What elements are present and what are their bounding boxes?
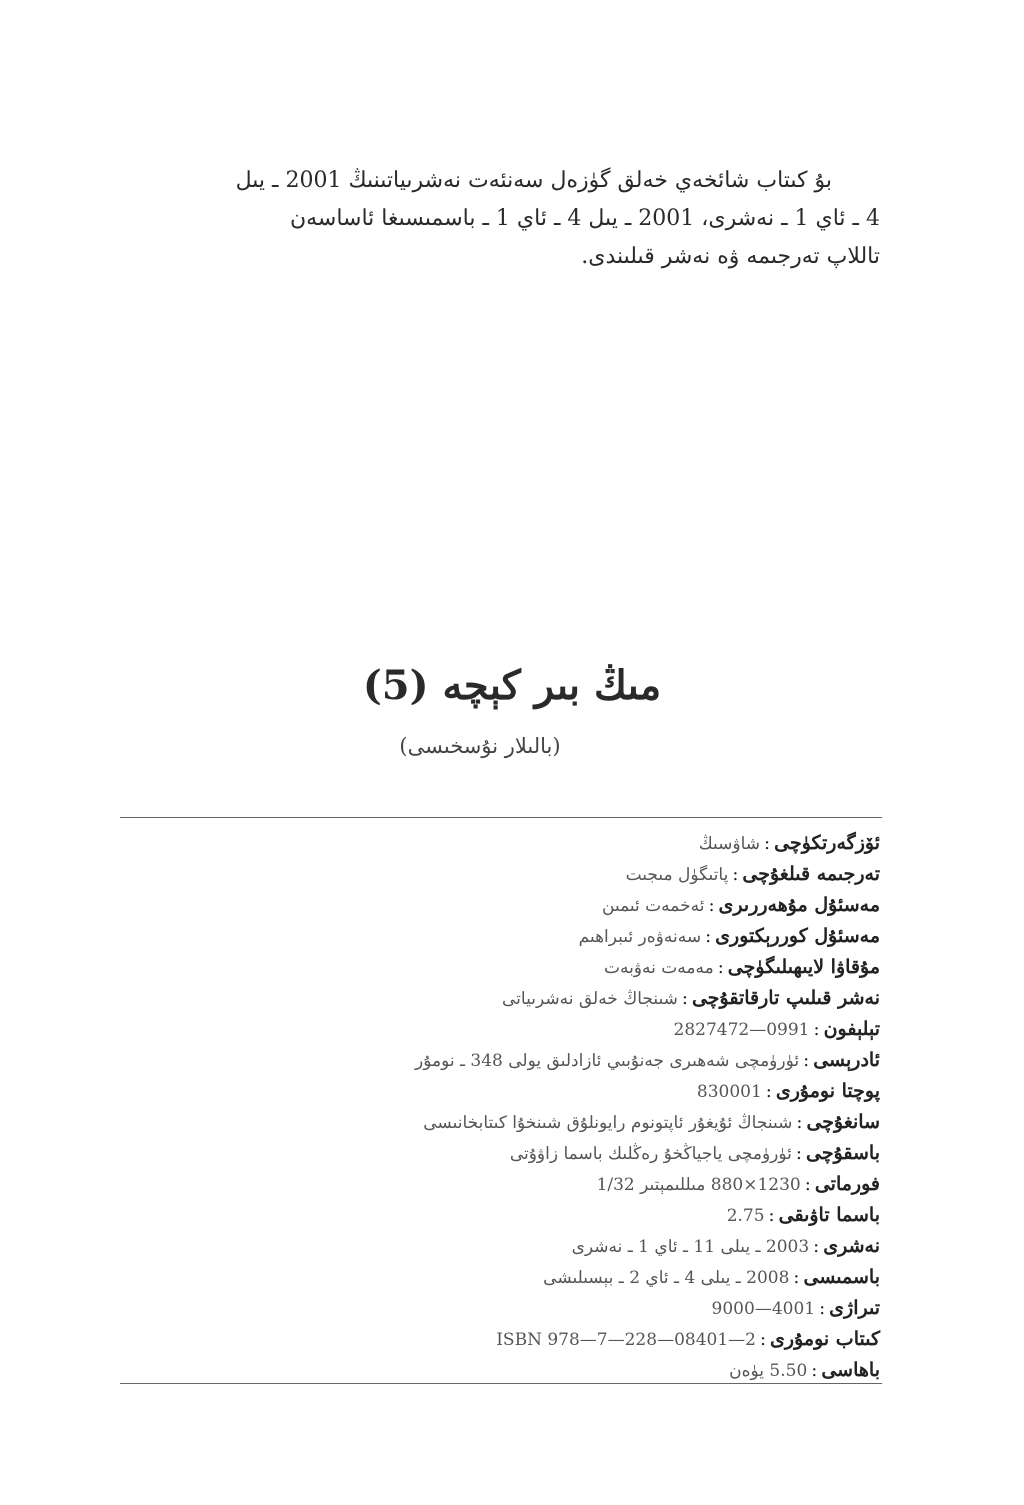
colophon-row [200, 1169, 880, 1200]
colophon-separator: : [732, 864, 739, 885]
colophon-separator: : [765, 1081, 772, 1102]
bottom-divider [120, 1383, 882, 1384]
colophon-label: مۇقاۋا لايىھىلىگۈچى [727, 956, 880, 978]
colophon-value: شاۋسىڭ [698, 834, 761, 854]
colophon-separator: : [813, 1236, 820, 1257]
colophon-separator: : [796, 1112, 803, 1133]
colophon-row [200, 1262, 880, 1293]
colophon-row [200, 952, 880, 983]
intro-line: تاللاپ تەرجىمە ۋە نەشر قىلىندى. [581, 244, 880, 269]
colophon-row [200, 1138, 880, 1169]
colophon-separator: : [813, 1019, 820, 1040]
intro-paragraph [100, 162, 880, 276]
colophon-row [200, 828, 880, 859]
colophon-row [200, 1014, 880, 1045]
colophon-value: 4001—9000 [711, 1299, 816, 1319]
colophon-value: ئۈرۈمچى شەھىرى جەنۇبىي ئازادلىق يولى 348 ـ نومۇر [414, 1051, 800, 1071]
colophon-value: شىنجاڭ ئۇيغۇر ئاپتونوم رايونلۇق شىنخۇا كىتابخانىسى [423, 1113, 793, 1133]
colophon-row [200, 1107, 880, 1138]
colophon-row [200, 1293, 880, 1324]
intro-line: بۇ كىتاب شائخەي خەلق گۈزەل سەنئەت نەشرىياتىنىڭ 2001 ـ يىل [235, 168, 832, 193]
colophon-value: 5.50 يۈەن [729, 1361, 808, 1381]
colophon-label: تېلېفون [823, 1018, 880, 1040]
colophon-value: 830001 [696, 1082, 762, 1102]
top-divider [120, 817, 882, 818]
colophon-row [200, 1355, 880, 1386]
colophon-value: 0991—2827472 [673, 1020, 810, 1040]
colophon-label: تەرجىمە قىلغۇچى [742, 863, 880, 885]
book-title: مىڭ بىر كېچە (5) [362, 662, 662, 709]
colophon-row [200, 1045, 880, 1076]
colophon-value: سەنەۋەر ئىبراھىم [578, 927, 702, 947]
colophon-label: سانغۇچى [806, 1111, 880, 1133]
colophon-label: باسقۇچى [805, 1142, 880, 1164]
colophon-row [200, 859, 880, 890]
colophon-label: تىراژى [829, 1297, 880, 1319]
colophon-row [200, 983, 880, 1014]
colophon-value: مەمەت نەۋبەت [603, 958, 714, 978]
colophon-label: مەسئۇل كوررېكتورى [715, 925, 880, 947]
colophon-value: شىنجاڭ خەلق نەشرىياتى [502, 989, 678, 1009]
colophon-label: نەشرى [823, 1235, 880, 1257]
colophon-label: ئۆزگەرتكۈچى [774, 832, 880, 854]
colophon-value: پاتىگۈل مىجىت [625, 865, 729, 885]
colophon-separator: : [708, 895, 715, 916]
colophon-separator: : [804, 1174, 811, 1195]
colophon-value: 2008 ـ يىلى 4 ـ ئاي 2 ـ بېسىلىشى [543, 1268, 790, 1288]
colophon-label: فورماتى [814, 1173, 880, 1195]
colophon-row [200, 1200, 880, 1231]
colophon-label: باسمىسى [803, 1266, 880, 1288]
colophon-label: مەسئۇل مۇھەررىرى [718, 894, 880, 916]
colophon-separator: : [793, 1267, 800, 1288]
colophon-value: ئەخمەت ئىمىن [602, 896, 705, 916]
colophon-row [200, 1231, 880, 1262]
colophon-value: ئۈرۈمچى ياجياڭخۇ رەڭلىك باسما زاۋۇتى [509, 1144, 792, 1164]
colophon-value: 1230×880 مىللىمېتىر 1/32 [596, 1175, 801, 1195]
colophon [200, 828, 880, 1386]
colophon-label: باسما تاۋىقى [778, 1204, 880, 1226]
colophon-label: كىتاب نومۇرى [770, 1328, 880, 1350]
colophon-row [200, 1324, 880, 1355]
colophon-value: ISBN 978—7—228—08401—2 [496, 1330, 756, 1350]
colophon-separator: : [811, 1360, 818, 1381]
colophon-separator: : [681, 988, 688, 1009]
colophon-row [200, 921, 880, 952]
colophon-separator: : [819, 1298, 826, 1319]
intro-line: 4 ـ ئاي 1 ـ نەشرى، 2001 ـ يىل 4 ـ ئاي 1 ـ باسمىسىغا ئاساسەن [289, 206, 880, 231]
colophon-separator: : [764, 833, 771, 854]
colophon-row [200, 1076, 880, 1107]
colophon-label: باھاسى [821, 1359, 880, 1381]
colophon-separator: : [705, 926, 712, 947]
book-subtitle: (بالىلار نۇسخىسى) [399, 734, 561, 758]
colophon-label: نەشر قىلىپ تارقاتقۇچى [691, 987, 880, 1009]
colophon-separator: : [795, 1143, 802, 1164]
colophon-label: ئادرېسى [813, 1049, 880, 1071]
colophon-separator: : [803, 1050, 810, 1071]
colophon-row [200, 890, 880, 921]
colophon-separator: : [717, 957, 724, 978]
colophon-separator: : [768, 1205, 775, 1226]
colophon-value: 2.75 [726, 1206, 765, 1226]
colophon-label: پوچتا نومۇرى [775, 1080, 880, 1102]
colophon-value: 2003 ـ يىلى 11 ـ ئاي 1 ـ نەشرى [571, 1237, 810, 1257]
colophon-separator: : [759, 1329, 767, 1350]
